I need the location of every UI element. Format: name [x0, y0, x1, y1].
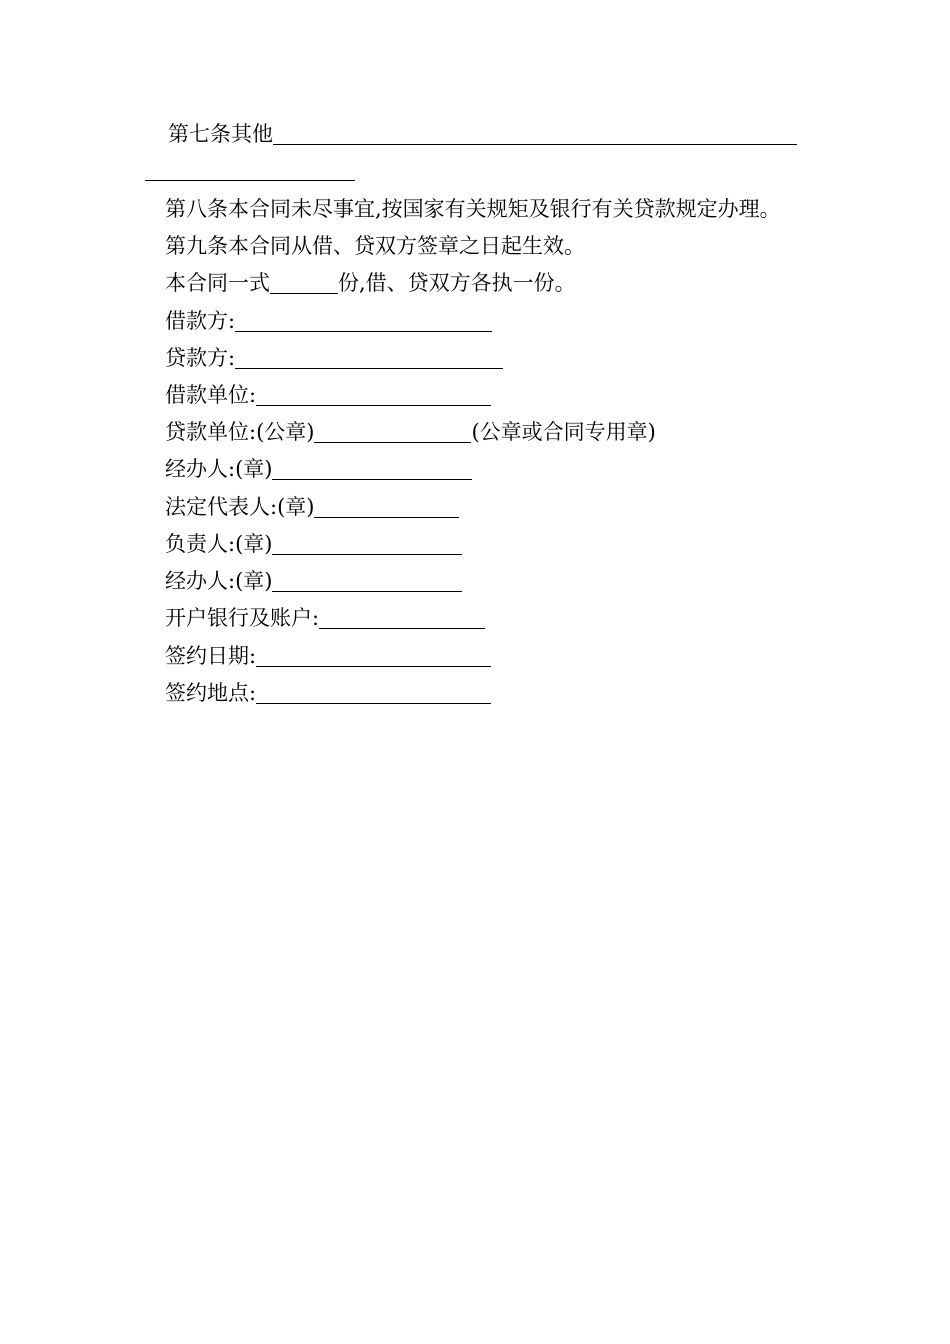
handler-1-label: 经办人:(章)	[165, 457, 273, 481]
article-7-text: 第七条其他	[168, 122, 273, 146]
handler-2-label: 经办人:(章)	[165, 569, 273, 593]
bank-account-label: 开户银行及账户:	[165, 606, 320, 630]
article-9-text: 第九条本合同从借、贷双方签章之日起生效。	[165, 234, 585, 258]
lender-unit-blank	[314, 422, 471, 443]
lender-unit-note: (公章或合同专用章)	[471, 420, 656, 444]
article-7-blank	[273, 124, 797, 145]
lender-line	[165, 344, 503, 372]
handler-1-blank	[272, 459, 472, 480]
sign-date-line	[165, 642, 491, 670]
legal-rep-label: 法定代表人:(章)	[165, 495, 315, 519]
responsible-line	[165, 530, 462, 558]
copies-line	[165, 269, 576, 297]
copies-suffix: 份,借、贷双方各执一份。	[338, 271, 576, 295]
copies-blank	[270, 273, 338, 294]
sign-place-label: 签约地点:	[165, 681, 257, 705]
borrower-unit-line	[165, 381, 491, 409]
article-7-line	[168, 120, 797, 148]
copies-prefix: 本合同一式	[165, 271, 270, 295]
borrower-label: 借款方:	[165, 309, 236, 333]
handler-2-line	[165, 567, 462, 595]
lender-unit-label: 贷款单位:(公章)	[165, 420, 315, 444]
sign-place-blank	[256, 683, 491, 704]
sign-date-blank	[256, 646, 491, 667]
borrower-blank	[235, 311, 492, 332]
borrower-unit-blank	[256, 385, 491, 406]
sign-place-line	[165, 679, 491, 707]
article-9-line	[165, 232, 585, 260]
lender-blank	[235, 348, 503, 369]
bank-account-line	[165, 604, 485, 632]
legal-rep-line	[165, 493, 459, 521]
bank-account-blank	[319, 608, 485, 629]
article-8-text: 第八条本合同未尽事宜,按国家有关规矩及银行有关贷款规定办理。	[165, 197, 781, 221]
lender-unit-line	[165, 418, 656, 446]
handler-1-line	[165, 455, 472, 483]
lender-label: 贷款方:	[165, 346, 236, 370]
handler-2-blank	[272, 571, 462, 592]
responsible-label: 负责人:(章)	[165, 532, 273, 556]
legal-rep-blank	[314, 497, 459, 518]
borrower-unit-label: 借款单位:	[165, 383, 257, 407]
article-7-blank-continuation	[145, 180, 355, 181]
article-8-line	[165, 195, 781, 223]
borrower-line	[165, 307, 492, 335]
responsible-blank	[272, 534, 462, 555]
sign-date-label: 签约日期:	[165, 644, 257, 668]
